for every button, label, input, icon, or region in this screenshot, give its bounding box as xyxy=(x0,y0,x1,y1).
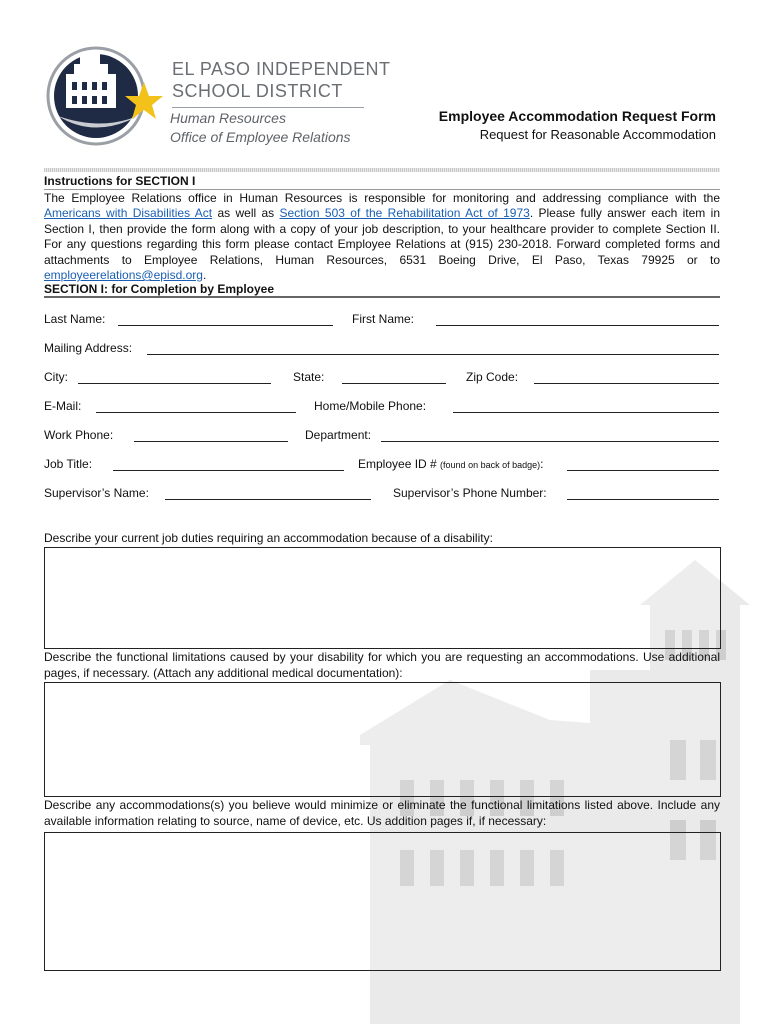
instructions-part1: The Employee Relations office in Human Resources is responsible for monitoring and addressing compliance with the xyxy=(44,191,720,205)
first-name-label: First Name: xyxy=(352,312,415,326)
district-name xyxy=(172,58,391,102)
department-line2: Office of Employee Relations xyxy=(170,129,351,145)
employee-id-field[interactable] xyxy=(567,470,719,471)
episd-logo xyxy=(44,44,164,154)
employee-id-colon: : xyxy=(540,457,544,471)
question-functional-limitations: Describe the functional limitations caused by your disability for which you are requesting an accommodations. Use additional pages, if necessary. (Attach any additional medical documentation): xyxy=(44,650,720,680)
city-field[interactable] xyxy=(78,383,271,384)
last-name-field[interactable] xyxy=(118,325,333,326)
job-title-field[interactable] xyxy=(113,470,344,471)
supervisor-name-field[interactable] xyxy=(165,499,371,500)
accommodations-textarea[interactable] xyxy=(44,832,721,971)
district-name-line2: SCHOOL DISTRICT xyxy=(172,81,343,101)
job-title-label: Job Title: xyxy=(44,457,93,471)
instructions-part4: . xyxy=(202,268,207,283)
instructions-heading: Instructions for SECTION I xyxy=(44,174,720,190)
email-field[interactable] xyxy=(96,412,296,413)
zip-code-label: Zip Code: xyxy=(466,370,519,384)
employee-id-note: (found on back of badge) xyxy=(440,460,541,470)
last-name-label: Last Name: xyxy=(44,312,106,326)
mailing-address-field[interactable] xyxy=(147,354,719,355)
ada-link[interactable]: Americans with Disabilities Act xyxy=(44,206,213,221)
job-duties-textarea[interactable] xyxy=(44,547,721,649)
state-field[interactable] xyxy=(342,383,446,384)
employee-id-text: Employee ID # xyxy=(358,457,441,471)
supervisor-name-label: Supervisor’s Name: xyxy=(44,486,149,500)
section-rule xyxy=(44,296,720,298)
department-label: Department: xyxy=(305,428,372,442)
district-name-line1: EL PASO INDEPENDENT xyxy=(172,59,391,79)
email-label: E-Mail: xyxy=(44,399,82,413)
instructions-part3: . Please fully answer each item in Section I, then provide the form along with a copy of your job description, to your healthcare provider to complete Section II. For any questions regarding this form please contact Employee Relations at (915) 230-2018. Forward completed forms and attachments to Employee Relations, Human Resources, 6531 Boeing Drive, El Paso, Texas 79925 or to xyxy=(44,206,720,267)
first-name-field[interactable] xyxy=(436,325,719,326)
home-phone-label: Home/Mobile Phone: xyxy=(314,399,427,413)
section-heading: SECTION I: for Completion by Employee xyxy=(44,282,275,296)
city-label: City: xyxy=(44,370,68,384)
work-phone-field[interactable] xyxy=(134,441,288,442)
work-phone-label: Work Phone: xyxy=(44,428,114,442)
form-title: Employee Accommodation Request Form xyxy=(438,108,716,124)
employee-id-label xyxy=(358,457,543,471)
state-label: State: xyxy=(293,370,325,384)
zip-code-field[interactable] xyxy=(534,383,719,384)
supervisor-phone-field[interactable] xyxy=(567,499,719,500)
form-subtitle: Request for Reasonable Accommodation xyxy=(479,127,716,142)
question-job-duties: Describe your current job duties requiring an accommodation because of a disability: xyxy=(44,531,493,545)
mailing-address-label: Mailing Address: xyxy=(44,341,133,355)
functional-limitations-textarea[interactable] xyxy=(44,682,721,797)
supervisor-phone-label: Supervisor’s Phone Number: xyxy=(393,486,547,500)
decorative-band xyxy=(44,168,720,172)
question-accommodations: Describe any accommodations(s) you believe would minimize or eliminate the functional limitations listed above. Include any available information relating to source, name of device, etc. Us addition pages if, if necessary: xyxy=(44,798,720,828)
home-phone-field[interactable] xyxy=(453,412,719,413)
instructions-part2: as well as xyxy=(212,206,280,221)
email-link[interactable]: employeerelations@episd.org xyxy=(44,268,203,283)
header-rule xyxy=(172,107,364,108)
department-name xyxy=(170,109,351,147)
department-field[interactable] xyxy=(381,441,719,442)
section-503-link[interactable]: Section 503 of the Rehabilitation Act of 1973 xyxy=(279,206,530,221)
instructions-text xyxy=(44,191,720,283)
department-line1: Human Resources xyxy=(170,110,286,126)
